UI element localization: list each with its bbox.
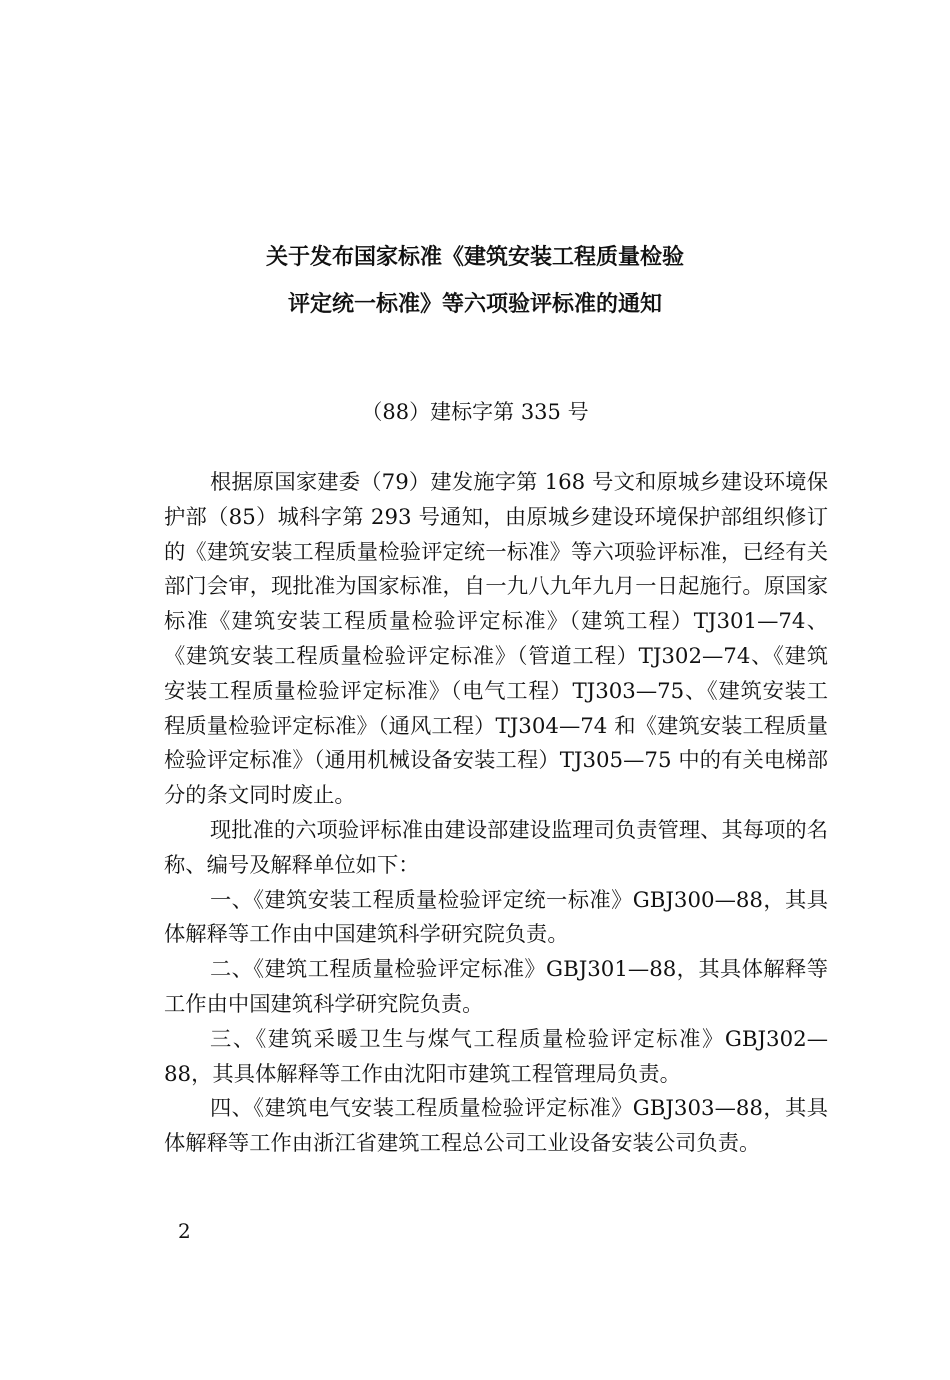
document-number: （88）建标字第 335 号 (361, 400, 589, 424)
document-body (164, 466, 828, 1162)
document-title-line-1: 关于发布国家标准《建筑安装工程质量检验 (265, 245, 684, 270)
document-title-line-2: 评定统一标准》等六项验评标准的通知 (287, 292, 662, 317)
paragraph-item-3: 三、《建筑采暖卫生与煤气工程质量检验评定标准》GBJ302—88，其具体解释等工作由沈阳市建筑工程管理局负责。 (164, 1026, 828, 1087)
page-number: 2 (178, 1219, 191, 1243)
paragraph-item-2: 二、《建筑工程质量检验评定标准》GBJ301—88，其具体解释等工作由中国建筑科学研究院负责。 (164, 957, 828, 1017)
paragraph-management: 现批准的六项验评标准由建设部建设监理司负责管理、其每项的名称、编号及解释单位如下： (164, 817, 828, 878)
paragraph-item-1: 一、《建筑安装工程质量检验评定统一标准》GBJ300—88，其具体解释等工作由中国建筑科学研究院负责。 (164, 887, 828, 948)
paragraph-announcement: 根据原国家建委（79）建发施字第 168 号文和原城乡建设环境保护部（85）城科字第 293 号通知，由原城乡建设环境保护部组织修订的《建筑安装工程质量检验评定统一标准》等六项验评标准，已经有关部门会审，现批准为国家标准，自一九八九年九月一日起施行。原国家标准《建筑安装工程质量检验评定标准》（建筑工程）TJ301—74、《建筑安装工程质量检验评定标准》（管道工程）TJ302—74、《建筑安装工程质量检验评定标准》（电气工程）TJ303—75、《建筑安装工程质量检验评定标准》（通风工程）TJ304—74 和《建筑安装工程质量检验评定标准》（通用机械设备安装工程）TJ305—75 中的有关电梯部分的条文同时废止。 (164, 470, 828, 809)
paragraph-item-4: 四、《建筑电气安装工程质量检验评定标准》GBJ303—88，其具体解释等工作由浙江省建筑工程总公司工业设备安装公司负责。 (164, 1096, 828, 1157)
